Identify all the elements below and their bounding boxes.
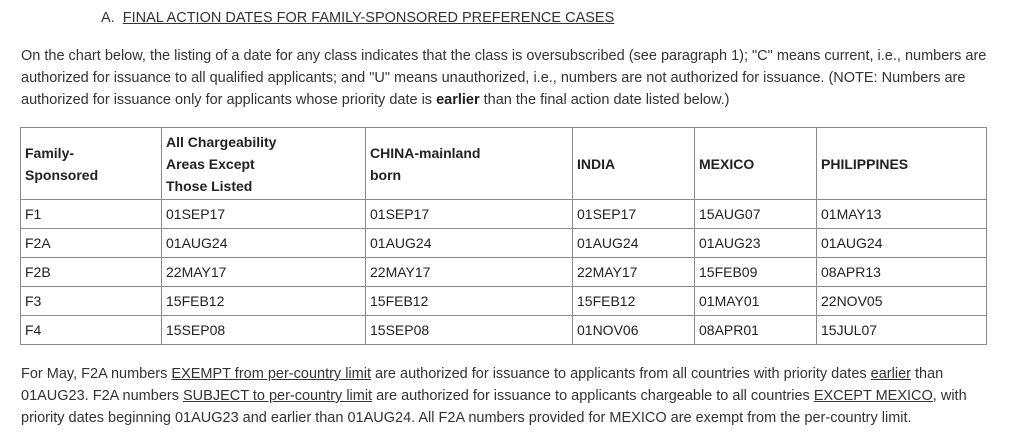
col-header-india (573, 128, 695, 200)
footer-underlined-text: EXCEPT MEXICO (813, 388, 933, 404)
table-header-row (21, 128, 987, 200)
table-cell: 01AUG24 (573, 229, 695, 258)
table-cell: 22MAY17 (573, 258, 695, 287)
footer-note (21, 363, 1006, 429)
table-cell: F3 (21, 287, 162, 316)
table-cell: 01SEP17 (162, 200, 366, 229)
table-cell: 15FEB09 (695, 258, 817, 287)
section-title: FINAL ACTION DATES FOR FAMILY-SPONSORED PREFERENCE CASES (122, 10, 615, 26)
table-cell: 15SEP08 (162, 316, 366, 345)
intro-paragraph (21, 45, 1006, 111)
intro-text-1: On the chart below, the listing of a date for any class indicates that the class is oversubscribed (see paragraph 1); "C" means current, i.e., numbers are authorized for issuance to all qualified applicants; and "U" means unauthorized, i.e., numbers are not authorized for issuance. (NOTE: Numbers are authorized for issuance only for applicants whose priority date is (21, 48, 987, 108)
footer-text: , with priority dates beginning 01AUG23 and earlier than 01AUG24. All F2A numbers provided for MEXICO are exempt from the per-country limit. (21, 388, 967, 426)
header-line: born (370, 166, 402, 183)
table-cell: 08APR13 (817, 258, 987, 287)
header-line: CHINA-mainland (370, 144, 481, 161)
table-cell: 15SEP08 (366, 316, 573, 345)
table-cell: 01MAY01 (695, 287, 817, 316)
table-row (21, 287, 987, 316)
table-cell: F1 (21, 200, 162, 229)
table-cell: F2A (21, 229, 162, 258)
col-header-china (366, 128, 573, 200)
intro-bold-word: earlier (436, 92, 480, 108)
table-cell: 15AUG07 (695, 200, 817, 229)
section-heading (101, 7, 614, 29)
table-row (21, 229, 987, 258)
table-cell: 22MAY17 (162, 258, 366, 287)
header-line: Those Listed (166, 177, 253, 194)
footer-text: For May, F2A numbers (21, 366, 172, 382)
col-header-philippines (817, 128, 987, 200)
table-cell: F4 (21, 316, 162, 345)
table-cell: 01AUG23 (695, 229, 817, 258)
footer-text: are authorized for issuance to applicants chargeable to all countries (372, 388, 814, 404)
header-line: All Chargeability (166, 133, 277, 150)
table-cell: 22NOV05 (817, 287, 987, 316)
table-cell: 01MAY13 (817, 200, 987, 229)
table-cell: F2B (21, 258, 162, 287)
final-action-dates-table (20, 127, 987, 345)
footer-text: are authorized for issuance to applicants from all countries with priority dates (370, 366, 871, 382)
table-row (21, 200, 987, 229)
intro-text-2: than the final action date listed below.) (479, 92, 730, 108)
table-cell: 01SEP17 (573, 200, 695, 229)
table-cell: 01AUG24 (366, 229, 573, 258)
table-cell: 15FEB12 (573, 287, 695, 316)
table-cell: 01AUG24 (817, 229, 987, 258)
table-cell: 01SEP17 (366, 200, 573, 229)
table-cell: 01NOV06 (573, 316, 695, 345)
table-row (21, 316, 987, 345)
header-line: Family- (25, 144, 75, 161)
header-line: PHILIPPINES (821, 155, 909, 172)
header-line: INDIA (577, 155, 616, 172)
table-cell: 15FEB12 (366, 287, 573, 316)
table-cell: 01AUG24 (162, 229, 366, 258)
table-cell: 15FEB12 (162, 287, 366, 316)
table-row (21, 258, 987, 287)
table-cell: 15JUL07 (817, 316, 987, 345)
header-line: MEXICO (699, 155, 755, 172)
footer-underlined-text: SUBJECT to per-country limit (183, 388, 373, 404)
section-prefix: A. (101, 10, 115, 26)
header-line: Sponsored (25, 166, 99, 183)
col-header-mexico (695, 128, 817, 200)
table-cell: 22MAY17 (366, 258, 573, 287)
table-cell: 08APR01 (695, 316, 817, 345)
footer-underlined-text: EXEMPT from per-country limit (171, 366, 371, 382)
header-line: Areas Except (166, 155, 255, 172)
col-header-family-sponsored (21, 128, 162, 200)
footer-underlined-text: earlier (870, 366, 911, 382)
col-header-all-chargeability (162, 128, 366, 200)
footer-text: than 01AUG23. F2A numbers (21, 366, 944, 404)
